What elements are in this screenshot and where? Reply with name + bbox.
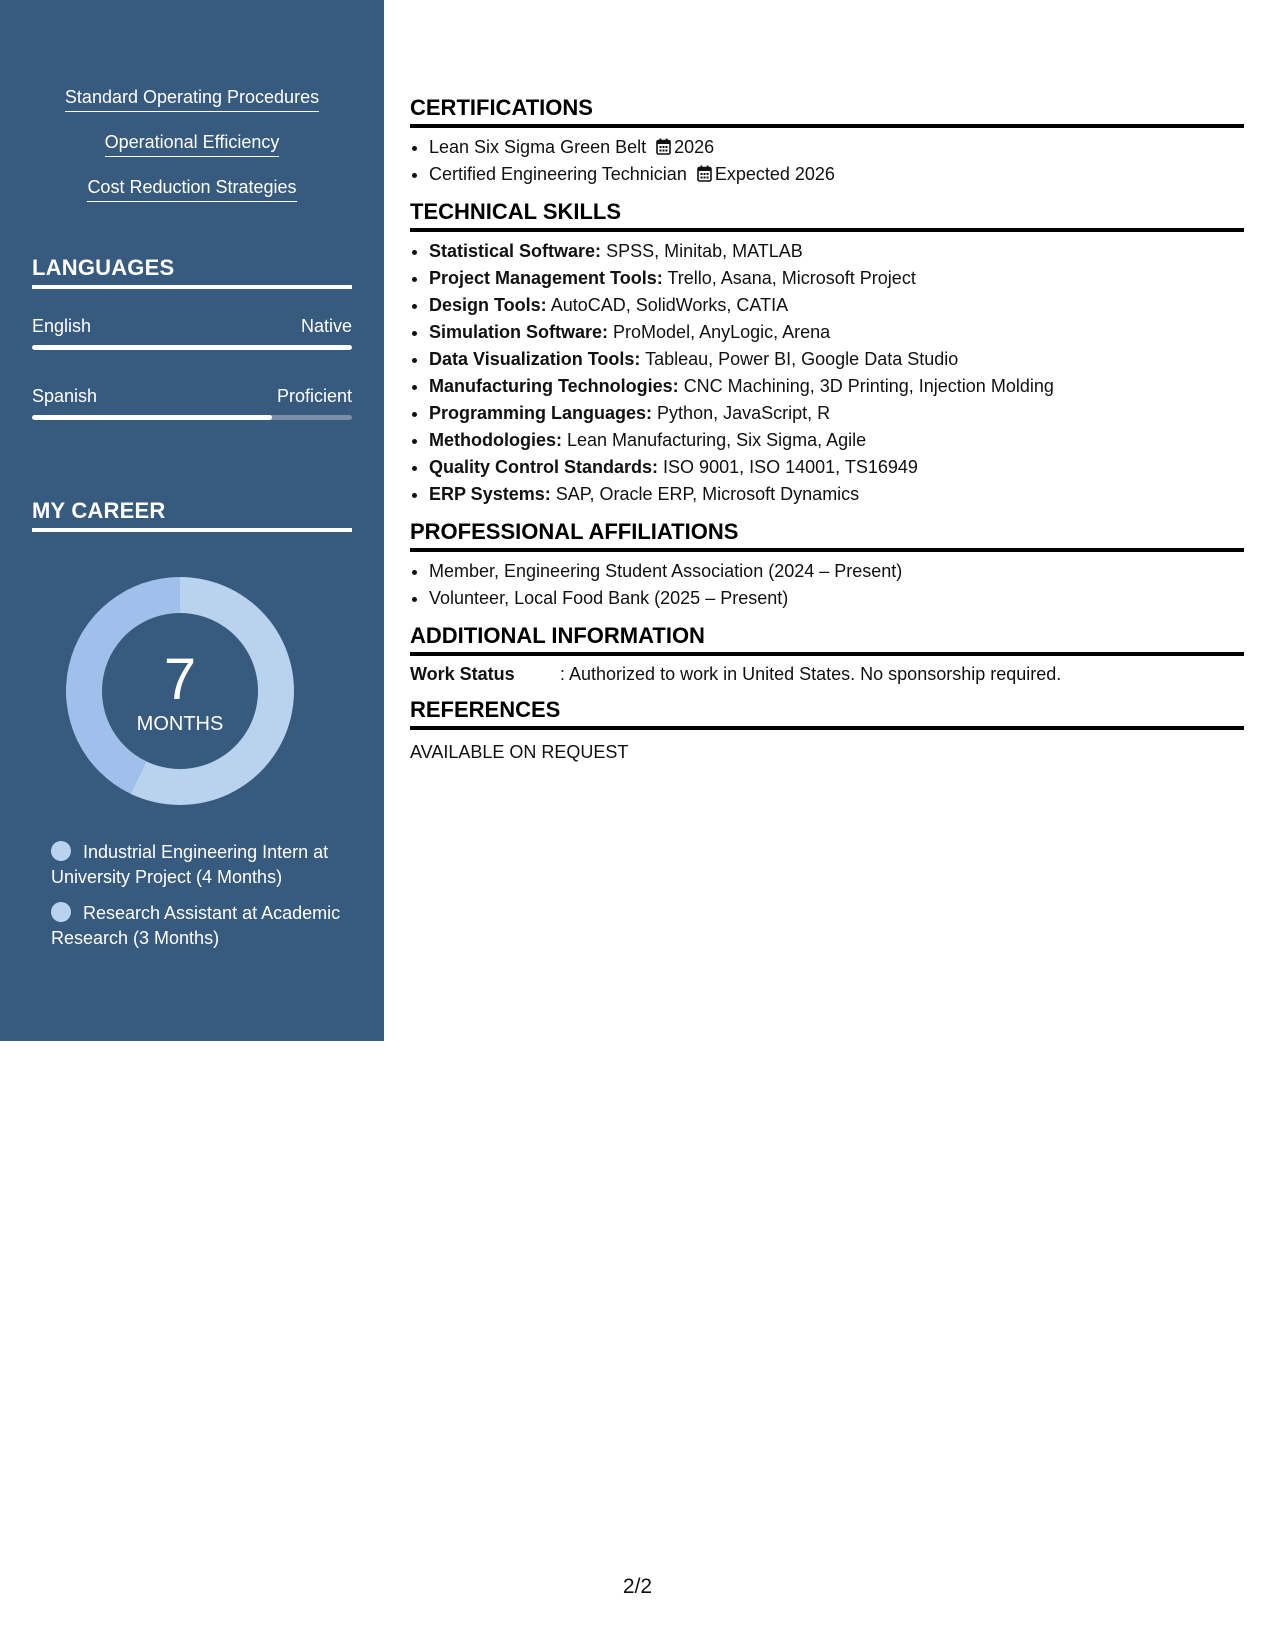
career-dot-icon [51,902,71,922]
skills-list [0,86,384,221]
language-spanish [32,385,352,420]
skill-link[interactable]: Cost Reduction Strategies [87,176,296,202]
skill-item [429,481,1244,508]
language-level: Native [300,316,352,336]
language-name: Spanish [32,386,98,406]
skill-label: Programming Languages: [429,403,653,423]
additional-info-section [410,623,1244,686]
skill-value: SPSS, Minitab, MATLAB [606,241,803,261]
skill-link[interactable]: Operational Efficiency [105,131,280,157]
section-title: PROFESSIONAL AFFILIATIONS [410,519,1244,552]
sidebar [0,0,384,1041]
skill-value: SAP, Oracle ERP, Microsoft Dynamics [555,484,860,504]
work-status-row [410,662,1244,686]
certification-item [429,161,1244,188]
skill-value: Trello, Asana, Microsoft Project [667,268,916,288]
affiliation-item: • Member, Engineering Student Association (2024 – Present) [429,558,1244,585]
skill-item [429,265,1244,292]
skill-label: Design Tools: [429,295,547,315]
skill-label: Project Management Tools: [429,268,663,288]
language-english [32,315,352,350]
skill-item [429,427,1244,454]
language-name: English [32,316,92,336]
skill-value: ISO 9001, ISO 14001, TS16949 [663,457,918,477]
calendar-icon [656,138,671,155]
language-level: Proficient [276,386,352,406]
skill-item [429,400,1244,427]
section-title: TECHNICAL SKILLS [410,199,1244,232]
language-bar-fill [32,345,352,350]
references-section [410,697,1244,764]
career-total-unit: MONTHS [136,713,224,735]
page-number: 2/2 [622,1575,653,1598]
certification-item [429,134,1244,161]
career-title: MY CAREER [32,498,352,532]
skill-item [429,373,1244,400]
language-bar [32,415,352,420]
skill-label: Manufacturing Technologies: [429,376,679,396]
skill-item [429,454,1244,481]
main-content [410,95,1244,775]
section-title: REFERENCES [410,697,1244,730]
skill-label: Quality Control Standards: [429,457,659,477]
skill-value: Tableau, Power BI, Google Data Studio [645,349,959,369]
section-title: CERTIFICATIONS [410,95,1244,128]
references-text: AVAILABLE ON REQUEST [410,742,629,762]
skill-label: Methodologies: [429,430,562,450]
skill-label: Statistical Software: [429,241,602,261]
career-item [51,840,341,890]
skill-link[interactable]: Standard Operating Procedures [65,86,319,112]
certification-date: Expected 2026 [714,164,835,184]
skill-item [429,319,1244,346]
certification-date: 2026 [674,137,715,157]
certifications-section [410,95,1244,188]
work-status-value: : Authorized to work in United States. No sponsorship required. [560,664,1062,684]
skill-label: Data Visualization Tools: [429,349,641,369]
skill-value: CNC Machining, 3D Printing, Injection Molding [683,376,1054,396]
language-bar-fill [32,415,272,420]
career-dot-icon [51,841,71,861]
languages-title: LANGUAGES [32,255,352,289]
career-item-text: Research Assistant at Academic Research (3 Months) [51,903,341,948]
skill-value: ProModel, AnyLogic, Arena [613,322,831,342]
work-status-label: Work Status [410,664,515,684]
skill-value: Lean Manufacturing, Six Sigma, Agile [567,430,867,450]
certification-name: Certified Engineering Technician [429,164,687,184]
affiliation-item: • Volunteer, Local Food Bank (2025 – Present) [429,585,1244,612]
technical-skills-section [410,199,1244,508]
section-title: ADDITIONAL INFORMATION [410,623,1244,656]
skill-item [429,292,1244,319]
skill-value: AutoCAD, SolidWorks, CATIA [550,295,789,315]
skill-value: Python, JavaScript, R [657,403,831,423]
career-item [51,901,341,951]
calendar-icon [697,165,712,182]
skill-label: ERP Systems: [429,484,551,504]
career-item-text: Industrial Engineering Intern at University Project (4 Months) [51,842,329,887]
skill-item [429,238,1244,265]
affiliations-section [410,519,1244,612]
skill-label: Simulation Software: [429,322,609,342]
career-list [51,840,341,962]
career-total-number: 7 [163,647,197,712]
skill-item [429,346,1244,373]
language-bar [32,345,352,350]
career-total [66,577,294,805]
certification-name: Lean Six Sigma Green Belt [429,137,647,157]
